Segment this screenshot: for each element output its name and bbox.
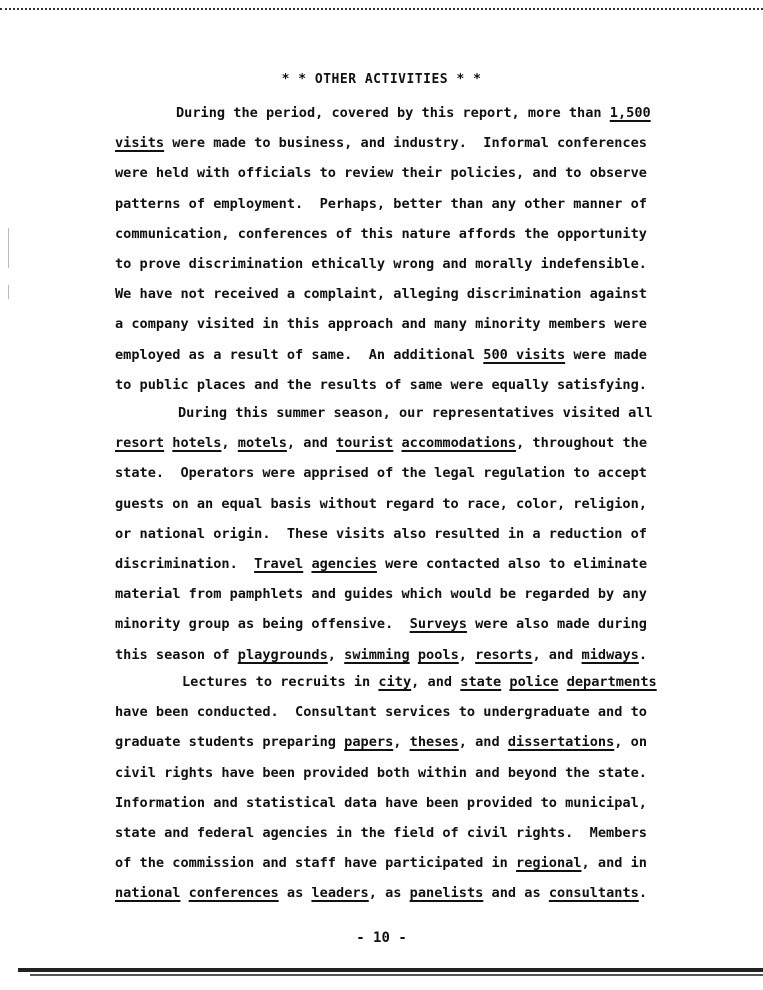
underlined-term: departments (566, 674, 657, 690)
text-run: , and in (581, 855, 647, 872)
text-line (115, 225, 647, 243)
text-line (115, 464, 647, 482)
underlined-term: national (115, 885, 181, 902)
underlined-term: hotels (172, 435, 222, 452)
text-run: a company visited in this approach and many minority members were (115, 316, 647, 333)
text-run: minority group as being offensive. (115, 616, 410, 633)
underlined-term: police (509, 674, 559, 690)
underlined-term: swimming (344, 646, 410, 663)
text-run (410, 647, 418, 663)
text-line (115, 733, 647, 751)
text-line (115, 646, 647, 664)
text-line (115, 315, 647, 333)
text-run: , and (458, 734, 508, 751)
text-run: were made to business, and industry. Informal conferences (164, 135, 647, 152)
underlined-term: state (460, 674, 502, 690)
text-run: communication, conferences of this nature affords the opportunity (115, 225, 647, 242)
text-line (115, 525, 647, 543)
underlined-term: dissertations (507, 734, 615, 751)
section-heading: * * OTHER ACTIVITIES * * (281, 72, 482, 87)
text-run: to public places and the results of same were equally satisfying. (115, 376, 647, 393)
text-run: , and (532, 646, 582, 663)
text-run: . (638, 885, 648, 902)
underlined-term: theses (409, 734, 459, 751)
underlined-term: 1,500 (609, 105, 651, 121)
text-run: , (221, 435, 238, 452)
text-run: , throughout the (516, 435, 648, 452)
text-line (178, 404, 653, 422)
text-run: civil rights have been provided both within and beyond the state. (115, 764, 647, 781)
underlined-term: conferences (188, 885, 279, 902)
underlined-term: tourist (336, 435, 394, 452)
text-run: have been conducted. Consultant services to undergraduate and to (115, 704, 647, 721)
text-run: state and federal agencies in the field of civil rights. Members (115, 825, 647, 841)
underlined-term: visits (115, 135, 165, 152)
underlined-term: regional (516, 855, 582, 872)
text-run: guests on an equal basis without regard to race, color, religion, (115, 495, 647, 512)
margin-mark (8, 285, 9, 299)
underlined-term: agencies (311, 556, 377, 572)
text-run: as (278, 885, 312, 902)
text-line (115, 854, 647, 872)
underlined-term: playgrounds (237, 646, 328, 663)
text-run: Information and statistical data have been provided to municipal, (115, 794, 647, 811)
text-run: Lectures to recruits in (182, 674, 379, 690)
text-run: were contacted also to eliminate (376, 556, 647, 572)
text-line (115, 824, 647, 842)
text-run: material from pamphlets and guides which would be regarded by any (115, 586, 647, 603)
text-line (115, 495, 647, 513)
text-run: to prove discrimination ethically wrong and morally indefensible. (115, 256, 647, 272)
underlined-term: motels (237, 435, 287, 452)
underlined-term: leaders (311, 885, 369, 902)
text-line (176, 104, 651, 122)
text-run: During the period, covered by this report, more than (176, 105, 610, 121)
underlined-term: Travel (254, 556, 304, 572)
text-run: During this summer season, our representatives visited all (178, 405, 653, 421)
text-run: , and (286, 435, 336, 452)
text-run: of the commission and staff have participated in (115, 855, 517, 872)
text-run: We have not received a complaint, alleging discrimination against (115, 286, 647, 303)
text-run: , (327, 646, 345, 663)
text-run: patterns of employment. Perhaps, better than any other manner of (115, 195, 647, 212)
text-run (559, 674, 567, 690)
text-line (115, 164, 647, 182)
text-line (115, 555, 647, 573)
text-run: , (458, 646, 476, 663)
margin-mark (8, 228, 9, 268)
text-line (115, 434, 647, 452)
text-run: were also made during (466, 616, 647, 633)
text-run: employed as a result of same. An additional (115, 346, 484, 363)
underlined-term: panelists (409, 885, 484, 902)
text-line (115, 134, 647, 152)
text-line (115, 615, 647, 633)
text-run: and as (483, 885, 549, 902)
text-run: , and (411, 674, 461, 690)
text-run: discrimination. (115, 556, 255, 572)
text-run: were held with officials to review their policies, and to observe (115, 165, 647, 182)
text-line (115, 195, 647, 213)
text-line (115, 794, 647, 812)
underlined-term: midways (581, 646, 639, 663)
text-run: were made (565, 346, 647, 363)
text-run: , on (614, 734, 648, 751)
text-line (115, 585, 647, 603)
top-scan-edge (0, 0, 763, 10)
underlined-term: resorts (475, 646, 533, 663)
text-line (115, 764, 647, 782)
text-run: this season of (115, 646, 238, 663)
text-line (115, 703, 647, 721)
page-number: - 10 - (356, 930, 407, 946)
underlined-term: papers (344, 734, 394, 751)
text-line (115, 884, 647, 902)
underlined-term: 500 visits (483, 346, 566, 363)
text-line (115, 346, 647, 364)
underlined-term: consultants (548, 885, 639, 902)
text-line (115, 376, 647, 394)
underlined-term: city (378, 674, 412, 690)
underlined-term: accommodations (401, 435, 517, 452)
bottom-scan-edge-secondary (30, 974, 763, 976)
text-run: state. Operators were apprised of the legal regulation to accept (115, 465, 647, 482)
text-run: or national origin. These visits also resulted in a reduction of (115, 525, 647, 542)
underlined-term: Surveys (409, 616, 467, 633)
bottom-scan-edge (18, 968, 763, 972)
text-run: . (638, 646, 648, 663)
underlined-term: resort (115, 435, 165, 452)
text-run: graduate students preparing (115, 734, 345, 751)
text-run: , as (368, 885, 410, 902)
underlined-term: pools (417, 646, 459, 663)
text-line (182, 673, 657, 691)
text-run (180, 885, 188, 901)
text-run: , (393, 734, 410, 751)
text-line (115, 255, 647, 273)
text-line (115, 285, 647, 303)
